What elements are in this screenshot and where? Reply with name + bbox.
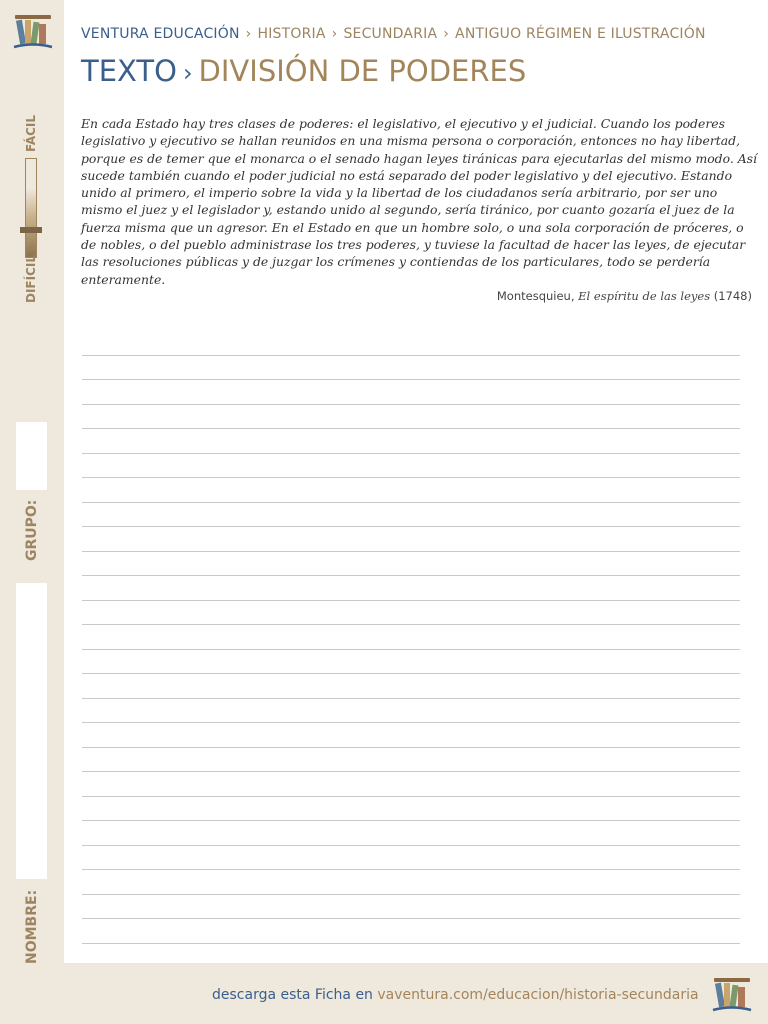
- difficulty-track: [25, 158, 37, 258]
- ventura-logo-icon: [12, 12, 54, 52]
- citation-work: El espíritu de las leyes: [578, 289, 711, 303]
- chevron-right-icon: ›: [182, 59, 193, 87]
- page-title: [81, 54, 526, 88]
- answer-line[interactable]: [82, 454, 740, 479]
- citation-year: (1748): [713, 289, 752, 303]
- chevron-right-icon: ›: [443, 26, 450, 42]
- easy-label: FÁCIL: [24, 114, 38, 152]
- name-field[interactable]: [16, 583, 47, 879]
- answer-line[interactable]: [82, 601, 740, 626]
- answer-line[interactable]: [82, 821, 740, 846]
- title-topic: DIVISIÓN DE PODERES: [198, 54, 527, 88]
- answer-line[interactable]: [82, 552, 740, 577]
- ventura-logo-icon: [711, 975, 753, 1015]
- answer-line[interactable]: [82, 870, 740, 895]
- breadcrumb-item[interactable]: VENTURA EDUCACIÓN: [81, 26, 240, 42]
- answer-line[interactable]: [82, 674, 740, 699]
- difficulty-marker: [20, 227, 42, 233]
- answer-line[interactable]: [82, 748, 740, 773]
- chevron-right-icon: ›: [331, 26, 338, 42]
- chevron-right-icon: ›: [245, 26, 252, 42]
- footer-prefix: descarga esta Ficha en: [212, 987, 378, 1003]
- answer-line[interactable]: [82, 356, 740, 381]
- answer-line[interactable]: [82, 846, 740, 871]
- answer-line[interactable]: [82, 503, 740, 528]
- name-label: NOMBRE:: [24, 889, 40, 964]
- citation-author: Montesquieu,: [496, 289, 575, 303]
- breadcrumb-item[interactable]: SECUNDARIA: [343, 26, 438, 42]
- footer-url[interactable]: vaventura.com/educacion/historia-secundaria: [377, 987, 699, 1003]
- answer-line[interactable]: [82, 331, 740, 356]
- answer-line[interactable]: [82, 772, 740, 797]
- answer-line[interactable]: [82, 699, 740, 724]
- answer-line[interactable]: [82, 919, 740, 944]
- answer-line[interactable]: [82, 625, 740, 650]
- answer-line[interactable]: [82, 405, 740, 430]
- answer-line[interactable]: [82, 576, 740, 601]
- title-type: TEXTO: [81, 54, 177, 88]
- answer-line[interactable]: [82, 478, 740, 503]
- group-label: GRUPO:: [24, 499, 40, 561]
- breadcrumb: [81, 26, 706, 42]
- citation: [497, 289, 752, 303]
- answer-line[interactable]: [82, 797, 740, 822]
- answer-line[interactable]: [82, 650, 740, 675]
- answer-line[interactable]: [82, 527, 740, 552]
- answer-line[interactable]: [82, 380, 740, 405]
- breadcrumb-item[interactable]: HISTORIA: [257, 26, 326, 42]
- hard-label: DIFÍCIL: [24, 254, 38, 303]
- sidebar: [0, 0, 64, 1024]
- group-field[interactable]: [16, 422, 47, 490]
- footer: [212, 987, 699, 1003]
- answer-line[interactable]: [82, 429, 740, 454]
- answer-lines[interactable]: [82, 331, 740, 944]
- source-text: En cada Estado hay tres clases de poderes: el legislativo, el ejecutivo y el judicial. Cuando los poderes legislativo y ejecutivo se hallan reunidos en una misma persona o corporación, entonces no hay libertad, porque es de temer que el monarca o el senado hagan leyes tiránicas para ejecutarlas del mismo modo. Así sucede también cuando el poder judicial no está separado del poder legislativo y del ejecutivo. Estando unido al primero, el imperio sobre la vida y la libertad de los ciudadanos sería arbitrario, por ser uno mismo el juez y el legislador y, estando unido al segundo, sería tiránico, por cuanto gozaría el juez de la fuerza misma que un agresor. En el Estado en que un hombre solo, o una sola corporación de próceres, o de nobles, o del pueblo administrase los tres poderes, y tuviese la facultad de hacer las leyes, de ejecutar las resoluciones públicas y de juzgar los crímenes y contiendas de los particulares, todo se perdería enteramente.: [81, 116, 757, 287]
- breadcrumb-item[interactable]: ANTIGUO RÉGIMEN E ILUSTRACIÓN: [455, 26, 706, 42]
- answer-line[interactable]: [82, 895, 740, 920]
- answer-line[interactable]: [82, 723, 740, 748]
- difficulty-scale: [22, 158, 40, 258]
